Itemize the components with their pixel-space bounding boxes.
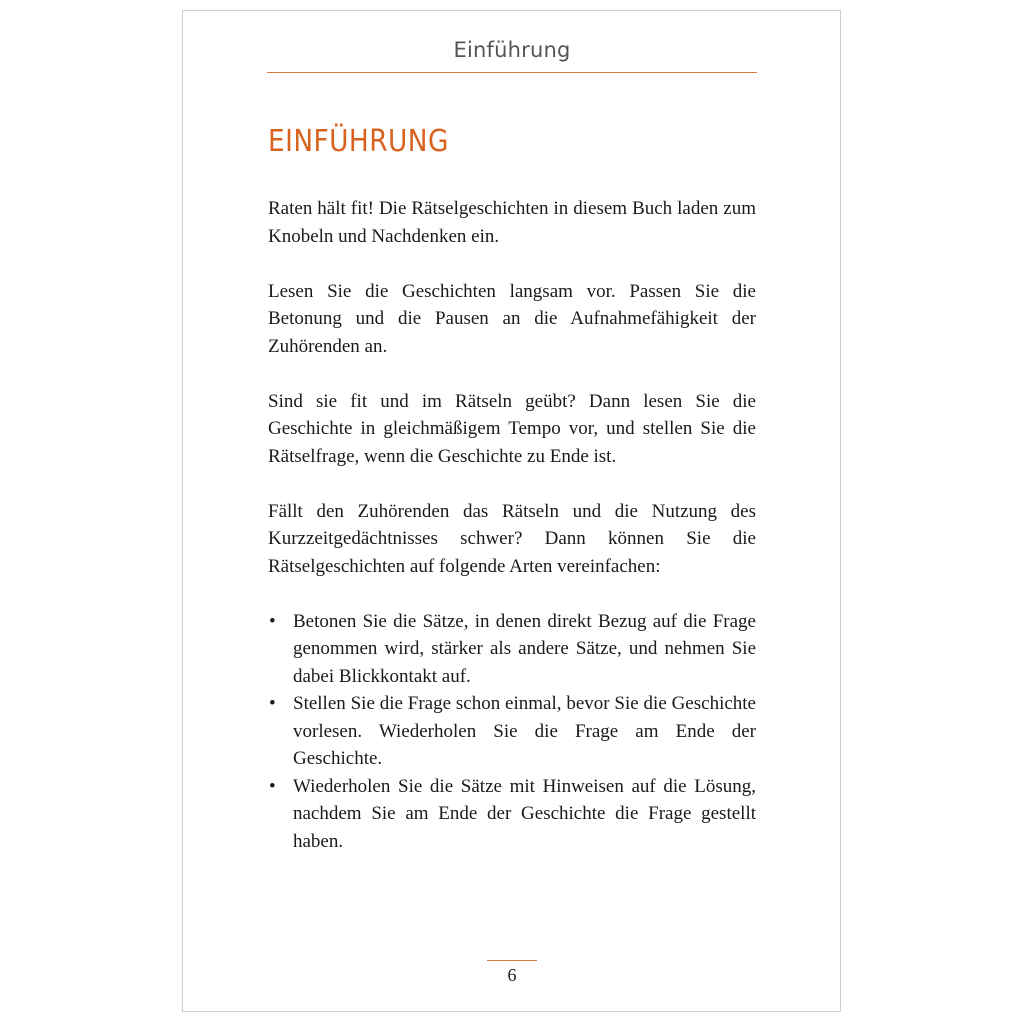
footer-rule [487, 960, 537, 961]
header-rule [267, 72, 757, 73]
bullet-icon: • [269, 775, 276, 797]
paragraph-1: Raten hält fit! Die Rätselgeschichten in diesem Buch laden zum Knobeln und Nachdenken ein. [268, 198, 756, 247]
bullet-icon: • [269, 610, 276, 632]
paragraph-3: Sind sie fit und im Rätseln geübt? Dann lesen Sie die Geschichte in gleichmäßigem Tempo vor, und stellen Sie die Rätselfrage, wenn die Geschichte zu Ende ist. [268, 390, 756, 467]
bullet-list [268, 608, 756, 856]
bullet-text: Wiederholen Sie die Sätze mit Hinweisen auf die Lösung, nachdem Sie am Ende der Geschichte die Frage gestellt haben. [293, 775, 756, 852]
body-text [268, 195, 756, 855]
paragraph-4: Fällt den Zuhörenden das Rätseln und die Nutzung des Kurzzeitgedächtnisses schwer? Dann können Sie die Rätselgeschichten auf folgende Arten vereinfachen: [268, 500, 756, 577]
page-number: 6 [507, 965, 517, 985]
running-header: Einführung [453, 38, 571, 62]
list-item [268, 690, 756, 773]
chapter-title: EINFÜHRUNG [268, 124, 449, 159]
bullet-icon: • [269, 693, 276, 714]
bullet-text: Stellen Sie die Frage schon einmal, bevor Sie die Geschichte vorlesen. Wiederholen Sie die Frage am Ende der Geschichte. [293, 693, 756, 769]
bullet-text: Betonen Sie die Sätze, in denen direkt Bezug auf die Frage genommen wird, stärker als andere Sätze, und nehmen Sie dabei Blickkontakt auf. [293, 610, 756, 687]
paragraph-2: Lesen Sie die Geschichten langsam vor. Passen Sie die Betonung und die Pausen an die Aufnahmefähigkeit der Zuhörenden an. [268, 280, 756, 357]
list-item [268, 608, 756, 691]
list-item [268, 773, 756, 856]
